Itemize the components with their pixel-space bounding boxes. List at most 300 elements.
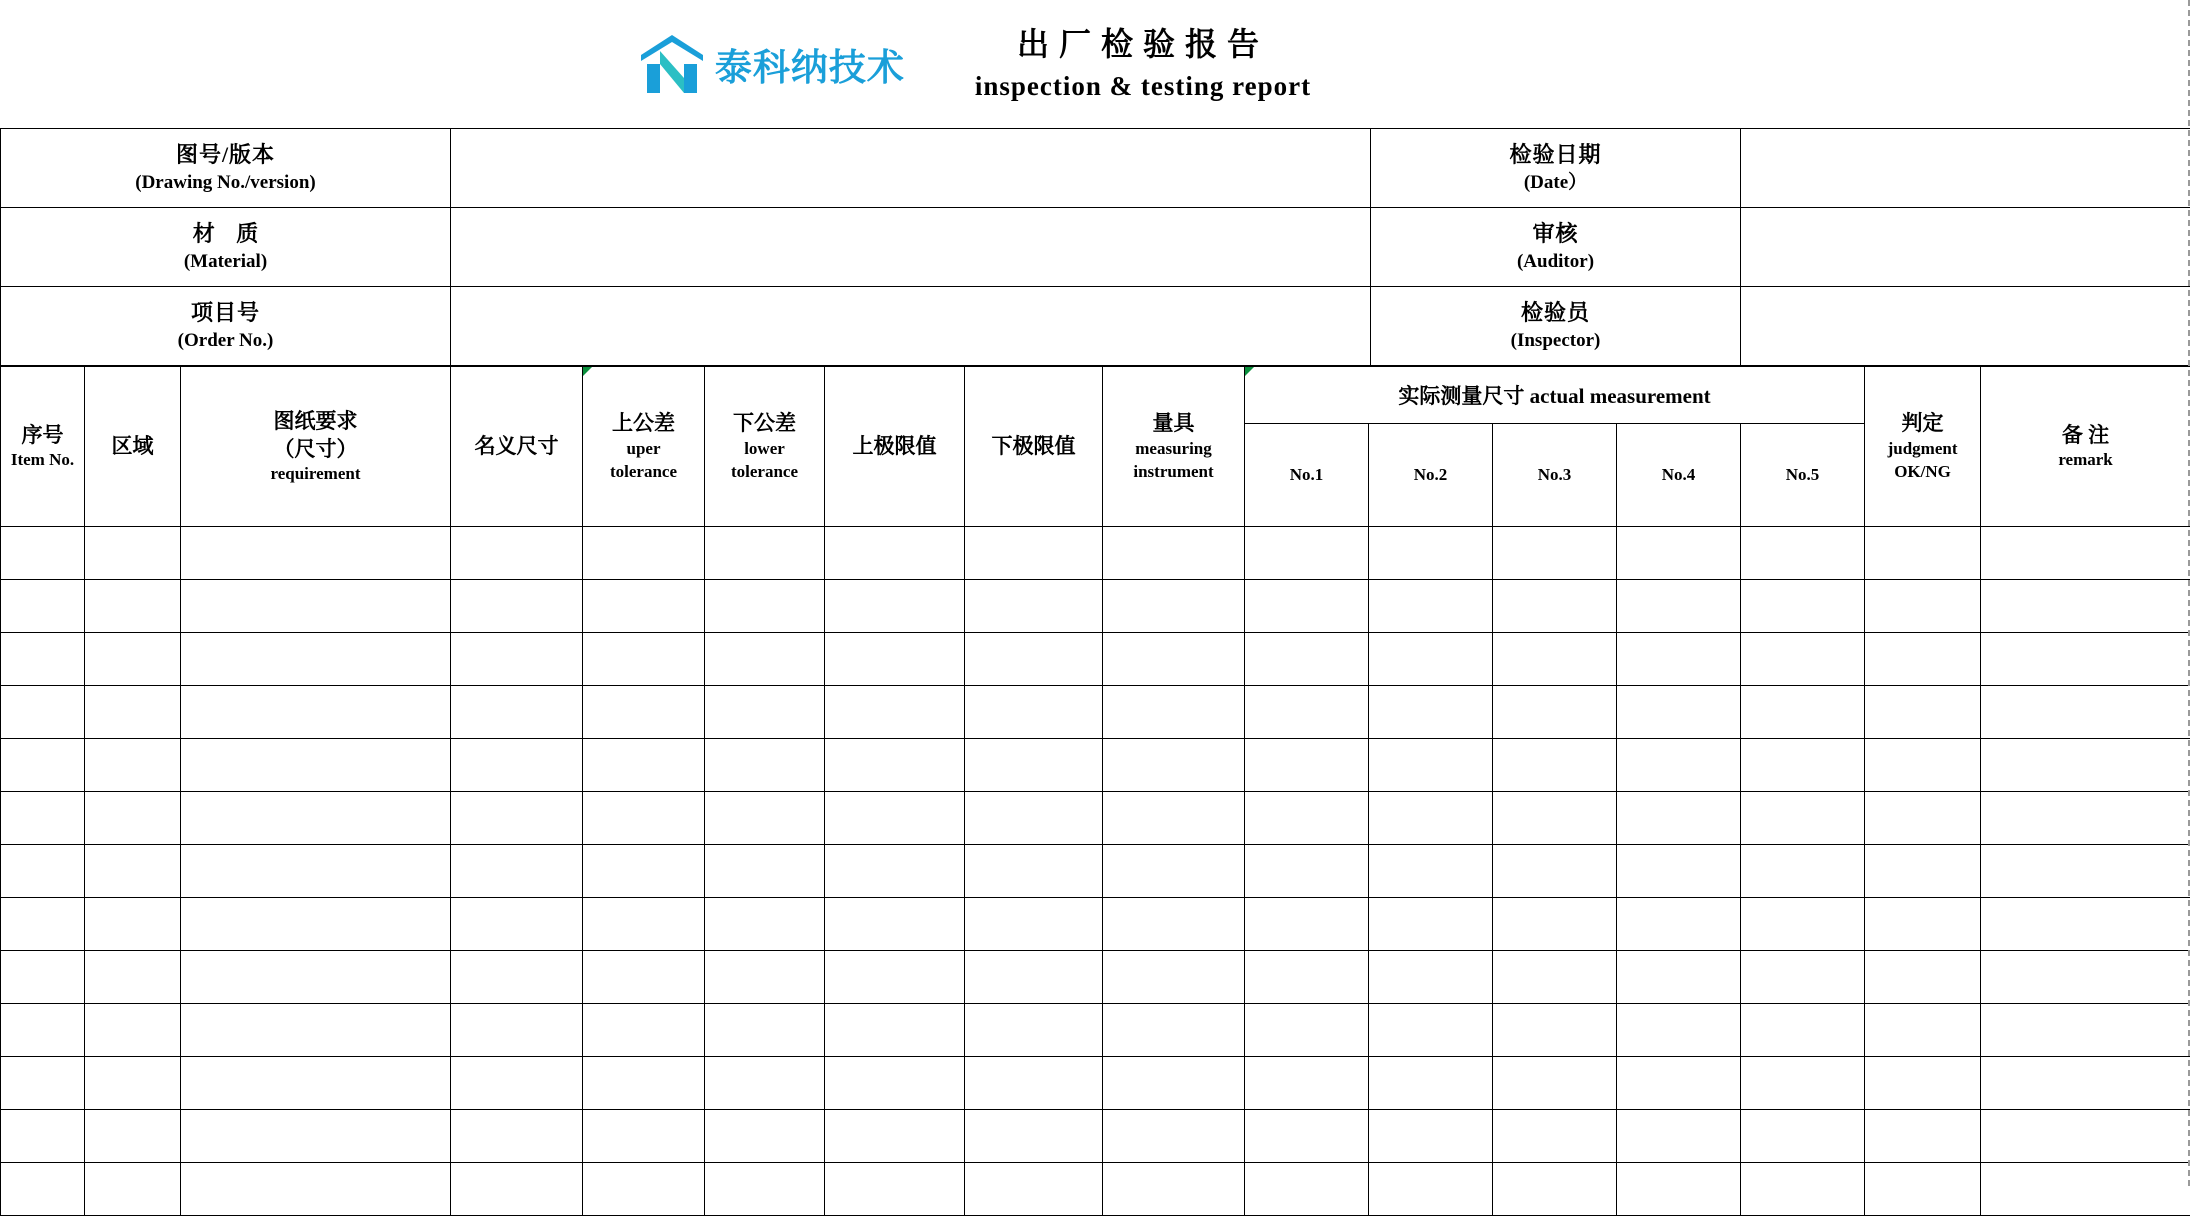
col-lower-tolerance-cn: 下公差 <box>705 409 824 437</box>
table-cell[interactable] <box>825 845 965 898</box>
table-cell[interactable] <box>965 845 1103 898</box>
table-cell[interactable] <box>1617 739 1741 792</box>
table-cell[interactable] <box>85 580 181 633</box>
table-cell[interactable] <box>181 845 451 898</box>
table-cell[interactable] <box>1103 951 1245 1004</box>
info-label-material <box>1 208 451 287</box>
table-cell[interactable] <box>1 1110 85 1163</box>
table-cell[interactable] <box>583 1057 705 1110</box>
table-cell[interactable] <box>705 898 825 951</box>
table-cell[interactable] <box>451 1004 583 1057</box>
info-row-drawing <box>1 129 2190 208</box>
info-label-order-cn: 项目号 <box>1 298 450 328</box>
table-cell[interactable] <box>85 951 181 1004</box>
col-lower-limit <box>965 367 1103 527</box>
table-cell[interactable] <box>1981 739 2190 792</box>
table-cell[interactable] <box>85 792 181 845</box>
table-cell[interactable] <box>1369 845 1493 898</box>
table-row <box>1 739 2190 792</box>
info-label-drawing-en: (Drawing No./version) <box>1 170 450 196</box>
table-cell[interactable] <box>1 898 85 951</box>
table-cell[interactable] <box>1865 686 1981 739</box>
table-cell[interactable] <box>705 1004 825 1057</box>
col-item-no-en: Item No. <box>1 449 84 472</box>
table-cell[interactable] <box>1981 845 2190 898</box>
table-cell[interactable] <box>1865 792 1981 845</box>
table-cell[interactable] <box>1865 1110 1981 1163</box>
table-cell[interactable] <box>451 792 583 845</box>
table-row <box>1 633 2190 686</box>
table-cell[interactable] <box>1369 951 1493 1004</box>
table-cell[interactable] <box>825 1004 965 1057</box>
logo-text: 泰科纳技术 <box>715 37 905 91</box>
table-cell[interactable] <box>1103 527 1245 580</box>
measurement-header-row-1 <box>1 367 2190 424</box>
col-requirement-cn2: （尺寸） <box>181 435 450 463</box>
info-value-auditor[interactable] <box>1741 208 2190 287</box>
table-cell[interactable] <box>1369 1163 1493 1216</box>
col-upper-tolerance <box>583 367 705 527</box>
table-cell[interactable] <box>1493 898 1617 951</box>
col-measuring-instrument-cn: 量具 <box>1103 409 1244 437</box>
table-cell[interactable] <box>825 1163 965 1216</box>
table-cell[interactable] <box>1369 898 1493 951</box>
col-measure-no3 <box>1493 424 1617 527</box>
table-cell[interactable] <box>1493 1057 1617 1110</box>
table-cell[interactable] <box>1 1004 85 1057</box>
table-row <box>1 1057 2190 1110</box>
table-cell[interactable] <box>583 792 705 845</box>
table-cell[interactable] <box>1103 633 1245 686</box>
table-cell[interactable] <box>1493 1110 1617 1163</box>
table-cell[interactable] <box>1865 739 1981 792</box>
table-cell[interactable] <box>1741 633 1865 686</box>
col-upper-limit <box>825 367 965 527</box>
col-upper-tolerance-en2: tolerance <box>583 461 704 484</box>
table-cell[interactable] <box>583 1163 705 1216</box>
table-cell[interactable] <box>583 845 705 898</box>
table-cell[interactable] <box>1617 1110 1741 1163</box>
table-row <box>1 898 2190 951</box>
col-measure-no2 <box>1369 424 1493 527</box>
table-cell[interactable] <box>1103 845 1245 898</box>
info-label-auditor-en: (Auditor) <box>1371 249 1740 275</box>
table-cell[interactable] <box>1617 686 1741 739</box>
table-cell[interactable] <box>1103 1110 1245 1163</box>
table-row <box>1 1163 2190 1216</box>
col-actual-measurement-group <box>1245 367 1865 424</box>
table-row <box>1 580 2190 633</box>
table-cell[interactable] <box>1981 1163 2190 1216</box>
table-cell[interactable] <box>825 527 965 580</box>
info-value-material[interactable] <box>451 208 1371 287</box>
table-cell[interactable] <box>1741 1110 1865 1163</box>
col-actual-measurement-en: actual measurement <box>1530 384 1711 408</box>
info-row-order <box>1 287 2190 366</box>
table-cell[interactable] <box>1493 739 1617 792</box>
table-cell[interactable] <box>451 951 583 1004</box>
table-cell[interactable] <box>451 898 583 951</box>
table-cell[interactable] <box>965 898 1103 951</box>
table-cell[interactable] <box>1741 951 1865 1004</box>
table-cell[interactable] <box>965 527 1103 580</box>
table-cell[interactable] <box>85 845 181 898</box>
table-cell[interactable] <box>1369 1110 1493 1163</box>
col-measuring-instrument-en1: measuring <box>1103 438 1244 461</box>
table-cell[interactable] <box>705 580 825 633</box>
col-measure-no5 <box>1741 424 1865 527</box>
table-cell[interactable] <box>705 739 825 792</box>
table-cell[interactable] <box>1741 792 1865 845</box>
table-cell[interactable] <box>705 951 825 1004</box>
table-cell[interactable] <box>705 1057 825 1110</box>
table-cell[interactable] <box>1493 1163 1617 1216</box>
col-judgment-en1: judgment <box>1865 438 1980 461</box>
col-lower-limit-cn: 下极限值 <box>965 432 1102 460</box>
table-cell[interactable] <box>1617 633 1741 686</box>
table-row <box>1 527 2190 580</box>
table-cell[interactable] <box>825 739 965 792</box>
table-cell[interactable] <box>1493 633 1617 686</box>
info-label-material-en: (Material) <box>1 249 450 275</box>
table-cell[interactable] <box>1741 1057 1865 1110</box>
col-item-no-cn: 序号 <box>1 421 84 449</box>
measurement-body <box>1 527 2190 1216</box>
table-cell[interactable] <box>1245 1163 1369 1216</box>
info-label-inspector <box>1371 287 1741 366</box>
table-cell[interactable] <box>1617 845 1741 898</box>
table-cell[interactable] <box>965 1163 1103 1216</box>
table-cell[interactable] <box>1617 951 1741 1004</box>
table-cell[interactable] <box>181 633 451 686</box>
table-cell[interactable] <box>1617 527 1741 580</box>
table-cell[interactable] <box>1741 1004 1865 1057</box>
table-cell[interactable] <box>1245 1057 1369 1110</box>
table-cell[interactable] <box>1741 686 1865 739</box>
table-cell[interactable] <box>1 686 85 739</box>
table-cell[interactable] <box>1 739 85 792</box>
table-cell[interactable] <box>1493 580 1617 633</box>
table-cell[interactable] <box>1 792 85 845</box>
table-cell[interactable] <box>825 1110 965 1163</box>
table-cell[interactable] <box>583 898 705 951</box>
table-cell[interactable] <box>1103 580 1245 633</box>
measurement-table <box>0 366 2190 1216</box>
table-cell[interactable] <box>1369 580 1493 633</box>
table-cell[interactable] <box>1245 739 1369 792</box>
table-cell[interactable] <box>1103 792 1245 845</box>
table-row <box>1 845 2190 898</box>
table-cell[interactable] <box>1369 633 1493 686</box>
table-cell[interactable] <box>1 527 85 580</box>
info-value-drawing[interactable] <box>451 129 1371 208</box>
table-cell[interactable] <box>1981 1004 2190 1057</box>
info-value-inspector[interactable] <box>1741 287 2190 366</box>
table-cell[interactable] <box>1369 792 1493 845</box>
table-row <box>1 686 2190 739</box>
table-cell[interactable] <box>181 792 451 845</box>
table-cell[interactable] <box>825 580 965 633</box>
table-cell[interactable] <box>451 1057 583 1110</box>
table-cell[interactable] <box>1493 792 1617 845</box>
table-cell[interactable] <box>451 580 583 633</box>
table-cell[interactable] <box>1 633 85 686</box>
table-cell[interactable] <box>451 845 583 898</box>
table-cell[interactable] <box>1741 1163 1865 1216</box>
table-cell[interactable] <box>965 792 1103 845</box>
table-cell[interactable] <box>705 845 825 898</box>
table-cell[interactable] <box>1865 1163 1981 1216</box>
col-measure-no4 <box>1617 424 1741 527</box>
info-label-order-en: (Order No.) <box>1 328 450 354</box>
table-cell[interactable] <box>583 527 705 580</box>
table-cell[interactable] <box>451 739 583 792</box>
table-cell[interactable] <box>1369 1004 1493 1057</box>
table-cell[interactable] <box>965 1057 1103 1110</box>
report-title-cn: 出厂检验报告 <box>975 24 1311 64</box>
col-measure-no4-label: No.4 <box>1617 464 1740 487</box>
table-cell[interactable] <box>1103 1057 1245 1110</box>
table-cell[interactable] <box>1981 1057 2190 1110</box>
col-area <box>85 367 181 527</box>
table-cell[interactable] <box>825 633 965 686</box>
col-upper-limit-cn: 上极限值 <box>825 432 964 460</box>
col-lower-tolerance <box>705 367 825 527</box>
table-cell[interactable] <box>705 686 825 739</box>
info-label-inspector-cn: 检验员 <box>1371 298 1740 328</box>
table-cell[interactable] <box>85 898 181 951</box>
table-cell[interactable] <box>1981 792 2190 845</box>
table-cell[interactable] <box>85 633 181 686</box>
table-cell[interactable] <box>1865 527 1981 580</box>
table-cell[interactable] <box>451 1163 583 1216</box>
info-row-material <box>1 208 2190 287</box>
table-cell[interactable] <box>1493 527 1617 580</box>
table-cell[interactable] <box>1741 739 1865 792</box>
col-measuring-instrument <box>1103 367 1245 527</box>
table-cell[interactable] <box>1 1057 85 1110</box>
table-cell[interactable] <box>1617 1057 1741 1110</box>
table-cell[interactable] <box>965 1110 1103 1163</box>
table-cell[interactable] <box>85 739 181 792</box>
table-cell[interactable] <box>1865 1004 1981 1057</box>
info-table <box>0 128 2190 366</box>
table-cell[interactable] <box>1981 1110 2190 1163</box>
table-cell[interactable] <box>1103 739 1245 792</box>
col-remark-cn: 备 注 <box>1981 421 2190 449</box>
col-nominal-size-cn: 名义尺寸 <box>451 432 582 460</box>
table-cell[interactable] <box>1245 845 1369 898</box>
table-cell[interactable] <box>583 1004 705 1057</box>
table-row <box>1 1110 2190 1163</box>
table-cell[interactable] <box>1741 527 1865 580</box>
col-requirement <box>181 367 451 527</box>
table-cell[interactable] <box>85 1110 181 1163</box>
col-measure-no1-label: No.1 <box>1245 464 1368 487</box>
table-cell[interactable] <box>1617 792 1741 845</box>
table-cell[interactable] <box>181 898 451 951</box>
table-cell[interactable] <box>1617 580 1741 633</box>
table-cell[interactable] <box>451 527 583 580</box>
table-cell[interactable] <box>85 1004 181 1057</box>
table-cell[interactable] <box>1 845 85 898</box>
table-cell[interactable] <box>1245 792 1369 845</box>
table-cell[interactable] <box>825 1057 965 1110</box>
table-cell[interactable] <box>705 1163 825 1216</box>
table-cell[interactable] <box>1245 527 1369 580</box>
table-cell[interactable] <box>451 686 583 739</box>
table-cell[interactable] <box>1741 580 1865 633</box>
table-cell[interactable] <box>1245 951 1369 1004</box>
table-cell[interactable] <box>965 686 1103 739</box>
col-area-cn: 区域 <box>85 432 180 460</box>
table-cell[interactable] <box>1865 633 1981 686</box>
table-cell[interactable] <box>965 633 1103 686</box>
table-cell[interactable] <box>1981 633 2190 686</box>
table-cell[interactable] <box>1369 1057 1493 1110</box>
table-cell[interactable] <box>181 580 451 633</box>
info-label-date <box>1371 129 1741 208</box>
table-cell[interactable] <box>1981 580 2190 633</box>
table-cell[interactable] <box>85 686 181 739</box>
table-cell[interactable] <box>1103 1004 1245 1057</box>
table-cell[interactable] <box>1245 686 1369 739</box>
report-header <box>0 0 2190 128</box>
col-measuring-instrument-en2: instrument <box>1103 461 1244 484</box>
table-cell[interactable] <box>825 898 965 951</box>
table-cell[interactable] <box>181 739 451 792</box>
table-cell[interactable] <box>825 792 965 845</box>
col-judgment-en2: OK/NG <box>1865 461 1980 484</box>
col-item-no <box>1 367 85 527</box>
table-cell[interactable] <box>1369 527 1493 580</box>
table-cell[interactable] <box>1981 527 2190 580</box>
table-cell[interactable] <box>1 1163 85 1216</box>
table-cell[interactable] <box>583 686 705 739</box>
table-cell[interactable] <box>965 580 1103 633</box>
table-cell[interactable] <box>451 1110 583 1163</box>
table-cell[interactable] <box>1369 686 1493 739</box>
col-judgment-cn: 判定 <box>1865 409 1980 437</box>
table-cell[interactable] <box>583 633 705 686</box>
table-cell[interactable] <box>1981 951 2190 1004</box>
table-cell[interactable] <box>181 1004 451 1057</box>
table-cell[interactable] <box>1741 845 1865 898</box>
table-cell[interactable] <box>85 527 181 580</box>
table-cell[interactable] <box>1 951 85 1004</box>
col-measure-no2-label: No.2 <box>1369 464 1492 487</box>
info-label-auditor-cn: 审核 <box>1371 219 1740 249</box>
table-cell[interactable] <box>181 686 451 739</box>
table-cell[interactable] <box>1103 686 1245 739</box>
table-cell[interactable] <box>1865 951 1981 1004</box>
table-cell[interactable] <box>1493 845 1617 898</box>
table-cell[interactable] <box>451 633 583 686</box>
table-cell[interactable] <box>85 1163 181 1216</box>
table-cell[interactable] <box>965 739 1103 792</box>
table-cell[interactable] <box>825 686 965 739</box>
info-value-date[interactable] <box>1741 129 2190 208</box>
info-value-order[interactable] <box>451 287 1371 366</box>
table-cell[interactable] <box>1865 580 1981 633</box>
table-cell[interactable] <box>1493 951 1617 1004</box>
col-nominal-size <box>451 367 583 527</box>
table-cell[interactable] <box>1103 898 1245 951</box>
table-cell[interactable] <box>1617 1004 1741 1057</box>
col-measure-no3-label: No.3 <box>1493 464 1616 487</box>
table-cell[interactable] <box>1617 1163 1741 1216</box>
table-cell[interactable] <box>181 1110 451 1163</box>
table-cell[interactable] <box>583 1110 705 1163</box>
table-cell[interactable] <box>1 580 85 633</box>
table-cell[interactable] <box>1981 686 2190 739</box>
table-cell[interactable] <box>1245 633 1369 686</box>
col-judgment <box>1865 367 1981 527</box>
info-label-material-cn: 材 质 <box>1 219 450 249</box>
table-cell[interactable] <box>1245 1110 1369 1163</box>
table-cell[interactable] <box>705 1110 825 1163</box>
table-row <box>1 951 2190 1004</box>
table-cell[interactable] <box>1245 580 1369 633</box>
col-requirement-en: requirement <box>181 463 450 486</box>
col-measure-no5-label: No.5 <box>1741 464 1864 487</box>
table-cell[interactable] <box>181 527 451 580</box>
table-cell[interactable] <box>825 951 965 1004</box>
table-cell[interactable] <box>181 1163 451 1216</box>
table-cell[interactable] <box>1493 1004 1617 1057</box>
info-label-drawing-cn: 图号/版本 <box>1 140 450 170</box>
table-cell[interactable] <box>1369 739 1493 792</box>
table-cell[interactable] <box>1981 898 2190 951</box>
table-cell[interactable] <box>1865 898 1981 951</box>
table-cell[interactable] <box>583 580 705 633</box>
table-cell[interactable] <box>1245 1004 1369 1057</box>
table-cell[interactable] <box>1741 898 1865 951</box>
table-cell[interactable] <box>705 792 825 845</box>
info-label-inspector-en: (Inspector) <box>1371 328 1740 354</box>
table-cell[interactable] <box>1617 898 1741 951</box>
table-cell[interactable] <box>1493 686 1617 739</box>
col-actual-measurement-cn: 实际测量尺寸 <box>1398 384 1524 408</box>
table-cell[interactable] <box>583 739 705 792</box>
table-cell[interactable] <box>583 951 705 1004</box>
info-label-order <box>1 287 451 366</box>
table-cell[interactable] <box>181 1057 451 1110</box>
info-label-date-cn: 检验日期 <box>1371 140 1740 170</box>
table-cell[interactable] <box>705 527 825 580</box>
table-cell[interactable] <box>1865 845 1981 898</box>
info-label-auditor <box>1371 208 1741 287</box>
table-cell[interactable] <box>965 1004 1103 1057</box>
company-logo <box>639 33 905 95</box>
table-cell[interactable] <box>1245 898 1369 951</box>
table-cell[interactable] <box>1103 1163 1245 1216</box>
table-cell[interactable] <box>965 951 1103 1004</box>
info-label-date-en: (Date） <box>1371 170 1740 196</box>
logo-icon <box>639 33 705 95</box>
col-remark-en: remark <box>1981 449 2190 472</box>
col-upper-tolerance-en1: uper <box>583 438 704 461</box>
report-title-en: inspection & testing report <box>975 70 1311 104</box>
table-cell[interactable] <box>1865 1057 1981 1110</box>
table-cell[interactable] <box>85 1057 181 1110</box>
table-cell[interactable] <box>181 951 451 1004</box>
table-cell[interactable] <box>705 633 825 686</box>
col-lower-tolerance-en1: lower <box>705 438 824 461</box>
info-label-drawing <box>1 129 451 208</box>
col-remark <box>1981 367 2190 527</box>
col-upper-tolerance-cn: 上公差 <box>583 409 704 437</box>
